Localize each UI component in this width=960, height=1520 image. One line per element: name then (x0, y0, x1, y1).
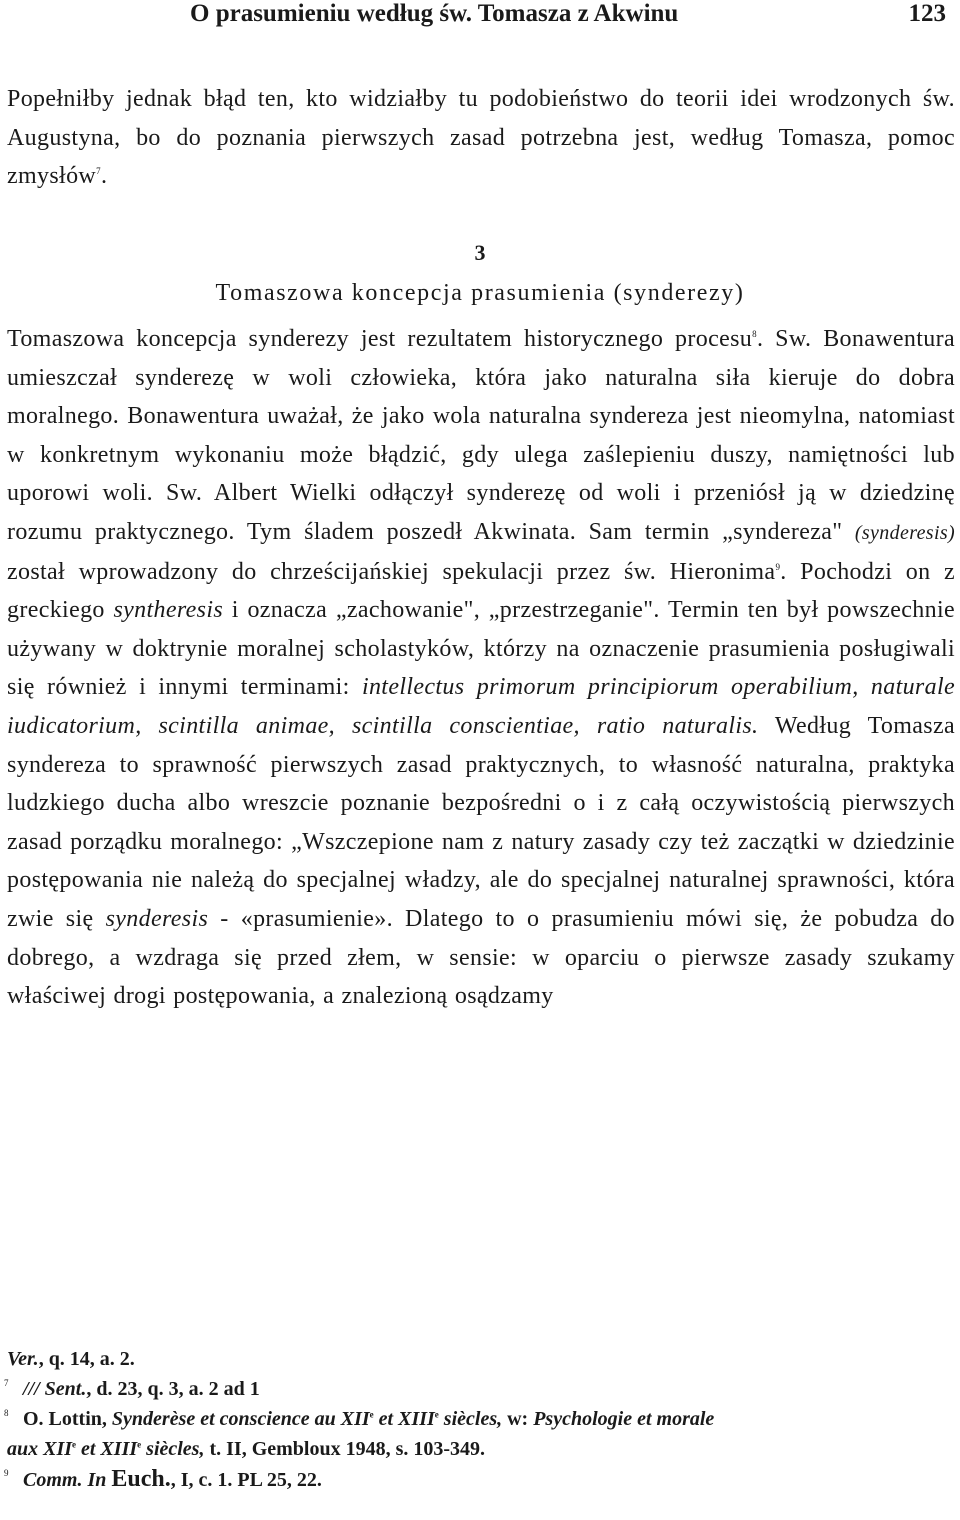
footnote-text: Euch. (111, 1466, 171, 1492)
section-number: 3 (474, 240, 486, 265)
footnote-title: siècles, (438, 1408, 503, 1430)
text-run: . Sw. Bonawentura umieszczał synderezę w woli człowieka, która jako naturalna siła kieruje do dobra moralnego. Bonawentura uważał, że jako wola naturalna syndereza jest nieomylna, natomiast w konkretnym wykonaniu może błądzić, gdy ulega zaślepieniu duszy, namiętności lub uporowi woli. Sw. Albert Wielki odłączył synderezę od woli i przeniósł ją w dziedzinę rozumu praktycznego. Tym śladem poszedł Akwinata. Sam termin „syndereza" (7, 326, 955, 545)
footnote-mark: 9 (4, 1468, 9, 1478)
text-run: Według Tomasza syndereza to sprawność pierwszych zasad praktycznych, to własność naturalna, praktyka ludzkiego ducha albo wreszcie poznanie bezpośredni o i z całą oczywistością pierwszych zasad porządku moralnego: „Wszczepione nam z natury zasady czy też zaczątki w dziedzinie postępowania nie należą do specjalnej władzy, ale do specjalnej naturalnej sprawności, która zwie się (7, 712, 955, 932)
italic-latin-terms: intellectus primorum principiorum operabilium, naturale iudicatorium, scintilla animae, scintilla conscientiae, ratio naturalis. (7, 674, 955, 739)
superscript: e (72, 1439, 77, 1450)
footnote-text: Ver. (7, 1348, 39, 1370)
italic-term: syntheresis (113, 597, 224, 624)
footnote-mark: 7 (4, 1378, 9, 1388)
superscript: e (369, 1409, 374, 1420)
paragraph-intro (7, 80, 955, 196)
superscript: e (137, 1439, 142, 1450)
footnote-text: , d. 23, q. 3, a. 2 ad 1 (86, 1378, 260, 1400)
footnote-title: Synderèse et conscience au XII (111, 1408, 370, 1430)
footnote-title: et XIII (373, 1408, 435, 1430)
page-number: 123 (908, 0, 946, 27)
text-run: . Pochodzi on z greckiego (7, 558, 955, 624)
footnote-title: Psychologie et morale (533, 1408, 715, 1430)
footnote-text: O. Lottin, (23, 1408, 112, 1430)
footnote-ref-9[interactable]: 9 (775, 561, 781, 572)
footnote-text: Comm. In (23, 1469, 112, 1491)
footnote-title: aux XII (7, 1438, 73, 1460)
footnote-9 (4, 1464, 955, 1495)
italic-term: synderesis (105, 905, 209, 932)
footnote-ref-7[interactable]: 7 (96, 166, 101, 177)
footnote-8 (4, 1404, 955, 1464)
paragraph-intro-end: . (100, 163, 108, 190)
footnote-text: t. II, Gembloux 1948, s. 103-349. (204, 1438, 486, 1460)
footnote-text: , I, c. 1. PL 25, 22. (170, 1469, 322, 1491)
footnote-text: w: (502, 1408, 534, 1430)
footnote-6 (7, 1344, 955, 1374)
text-run: Tomaszowa koncepcja synderezy jest rezultatem historycznego procesu (7, 326, 753, 352)
footnote-mark: 8 (4, 1408, 9, 1418)
footnote-text: /// Sent. (23, 1378, 87, 1400)
footnote-7 (4, 1374, 955, 1404)
footnote-ref-8[interactable]: 8 (752, 329, 757, 339)
page-header (0, 0, 960, 34)
text-run: - «prasumienie». Dlatego to o prasumieniu mówi się, że pobudza do dobrego, a wzdraga się przed złem, w sensie: w oparciu o pierwsze zasady szukamy właściwej drogi postępowania, a znalezioną osądzamy (7, 905, 955, 1010)
text-run: i oznacza „zachowanie", „przestrzeganie". Termin ten był powszechnie używany w doktrynie moralnej scholastyków, którzy na oznaczenie prasumienia posługiwali się również i innymi terminami: (7, 597, 955, 701)
italic-term: (synderesis) (854, 521, 955, 544)
running-title: O prasumieniu według św. Tomasza z Akwinu (190, 0, 679, 27)
section-title: Tomaszowa koncepcja prasumienia (synderezy) (215, 280, 745, 306)
footnote-text: , q. 14, a. 2. (38, 1348, 135, 1370)
text-run: został wprowadzony do chrześcijańskiej spekulacji przez św. Hieronima (7, 558, 776, 585)
paragraph-main (7, 320, 955, 1016)
footnotes (4, 1344, 955, 1495)
footnote-title: et XIII (76, 1438, 138, 1460)
footnote-title: siècles, (141, 1438, 205, 1460)
superscript: e (434, 1409, 439, 1420)
paragraph-intro-text: Popełniłby jednak błąd ten, kto widziałby tu podobieństwo do teorii idei wrodzonych św. Augustyna, bo do poznania pierwszych zasad potrzebna jest, według Tomasza, pomoc zmysłów (7, 86, 955, 190)
